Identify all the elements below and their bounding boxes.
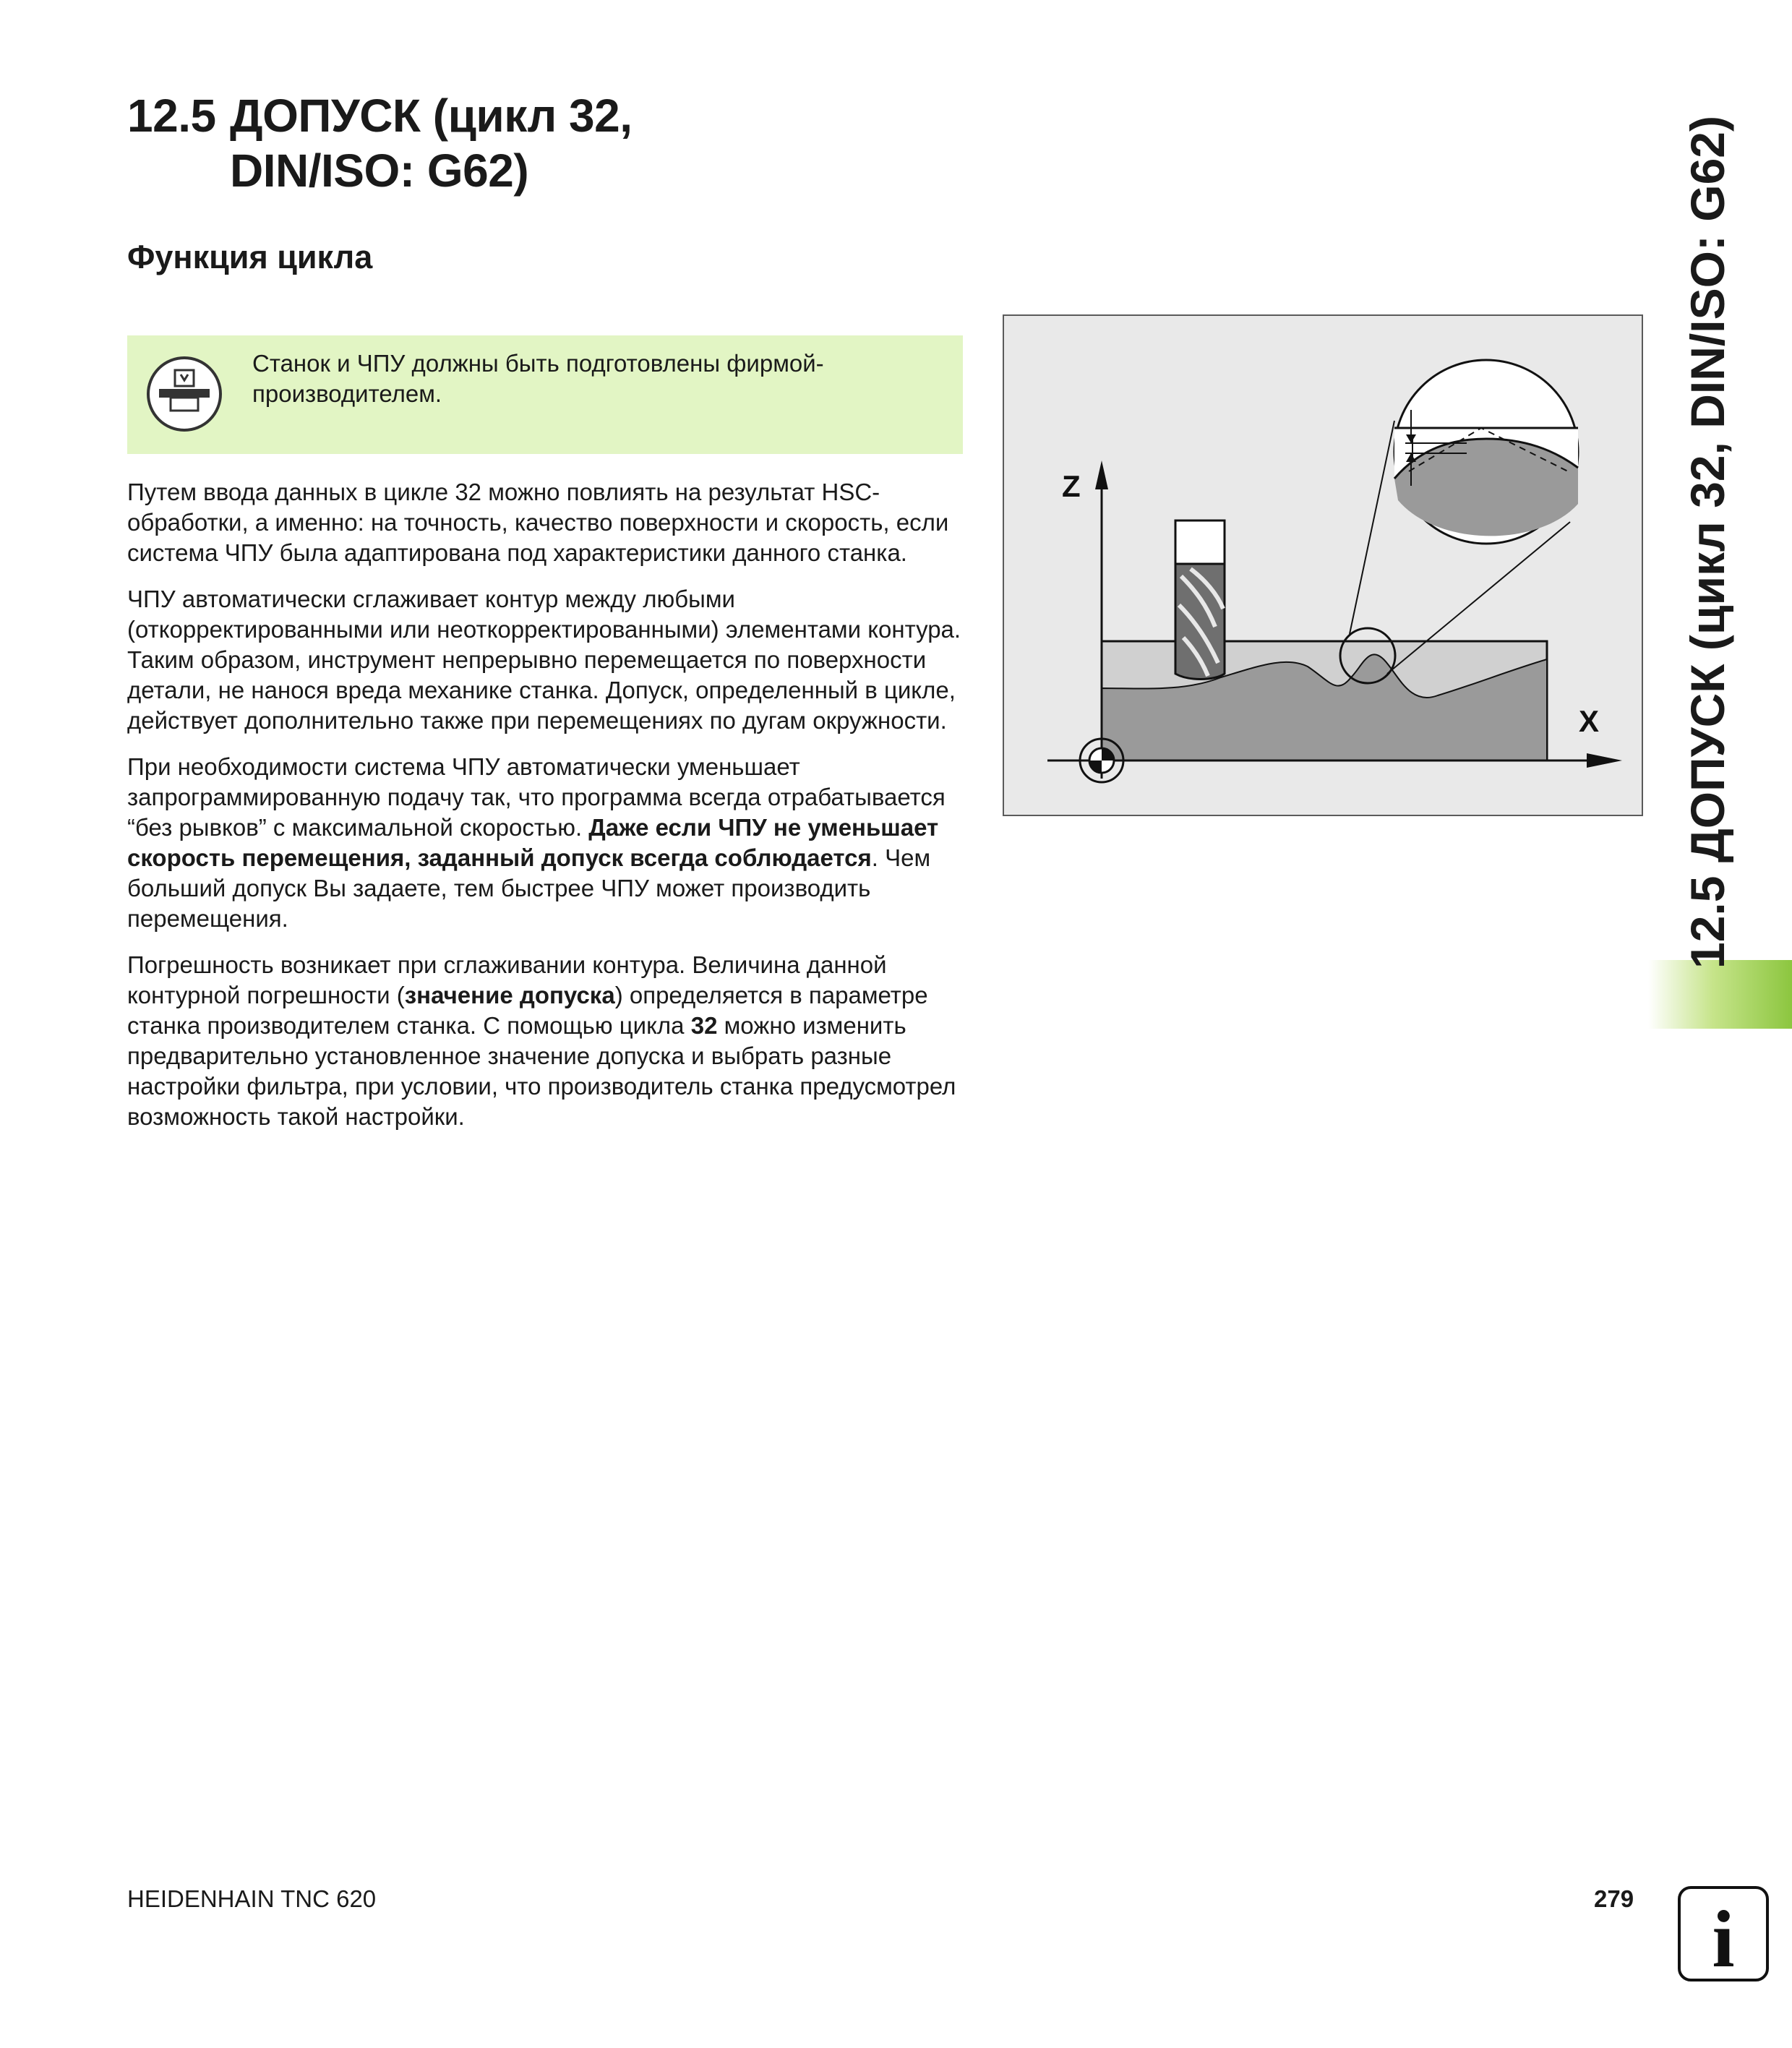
tolerance-diagram (1004, 316, 1642, 815)
tool-shank (1175, 520, 1225, 564)
section-subtitle: Функция цикла (127, 239, 373, 275)
origin-quadrant-2 (1089, 760, 1102, 773)
z-axis-label: Z (1062, 469, 1081, 503)
paragraph-2: ЧПУ автоматически сглаживает контур между любыми (откорректированными или неоткорректированными) элементами контура. Таким образом, инструмент непрерывно перемещается по поверхности детали, не нанося вреда механике станка. Допуск, определенный в цикле, действует дополнительно также при перемещениях по дугам окружности. (127, 586, 961, 734)
paragraph-3 (127, 752, 973, 934)
body-text (127, 477, 973, 1148)
connector-line-1 (1350, 421, 1394, 634)
machine-icon (145, 354, 224, 434)
title-line-2: DIN/ISO: G62) (230, 145, 529, 197)
section-number: 12.5 (127, 90, 216, 142)
machine-note-box (127, 335, 963, 454)
z-axis-arrowhead (1095, 460, 1108, 489)
page-title (127, 88, 632, 198)
title-line-1: ДОПУСК (цикл 32, (230, 90, 633, 142)
tolerance-value-term: значение допуска (404, 982, 615, 1008)
paragraph-3-text-end: . Чем больший допуск Вы задаете, тем быстрее ЧПУ может производить перемещения. (127, 844, 931, 932)
tolerance-illustration (1003, 314, 1643, 816)
paragraph-3-bold: Даже если ЧПУ не уменьшает скорость перемещения, заданный допуск всегда соблюдается (127, 814, 939, 871)
x-axis-arrowhead (1587, 753, 1622, 768)
paragraph-1: Путем ввода данных в цикле 32 можно повлиять на результат HSC-обработки, а именно: на точность, качество поверхности и скорость, если система ЧПУ была адаптирована под характеристики данного станка. (127, 479, 949, 566)
info-icon (1677, 1885, 1770, 1982)
info-glyph: i (1712, 1895, 1735, 1982)
cycle-number: 32 (690, 1012, 718, 1039)
paragraph-4 (127, 950, 973, 1132)
paragraph-4-text: Погрешность возникает при сглаживании контура. Величина данной контурной погрешности ( (127, 951, 887, 1008)
paragraph-4-text-end: можно изменить предварительно установленное значение допуска и выбрать разные настройки фильтра, при условии, что производитель станка предусмотрел возможность такой настройки. (127, 1012, 956, 1130)
page-number: 279 (1594, 1885, 1634, 1912)
side-chapter-title: 12.5 ДОПУСК (цикл 32, DIN/ISO: G62) (1681, 116, 1734, 969)
chapter-tab (1648, 960, 1792, 1029)
paragraph-4-text-mid: ) определяется в параметре станка производителем станка. С помощью цикла (127, 982, 928, 1039)
x-axis-label: X (1579, 704, 1600, 738)
footer-product: HEIDENHAIN TNC 620 (127, 1885, 377, 1912)
paragraph-3-text: При необходимости система ЧПУ автоматически уменьшает запрограммированную подачу так, что программа всегда отрабатывается “без рывков” с максимальной скоростью. (127, 753, 946, 841)
note-text: Станок и ЧПУ должны быть подготовлены фирмой-производителем. (252, 350, 824, 407)
